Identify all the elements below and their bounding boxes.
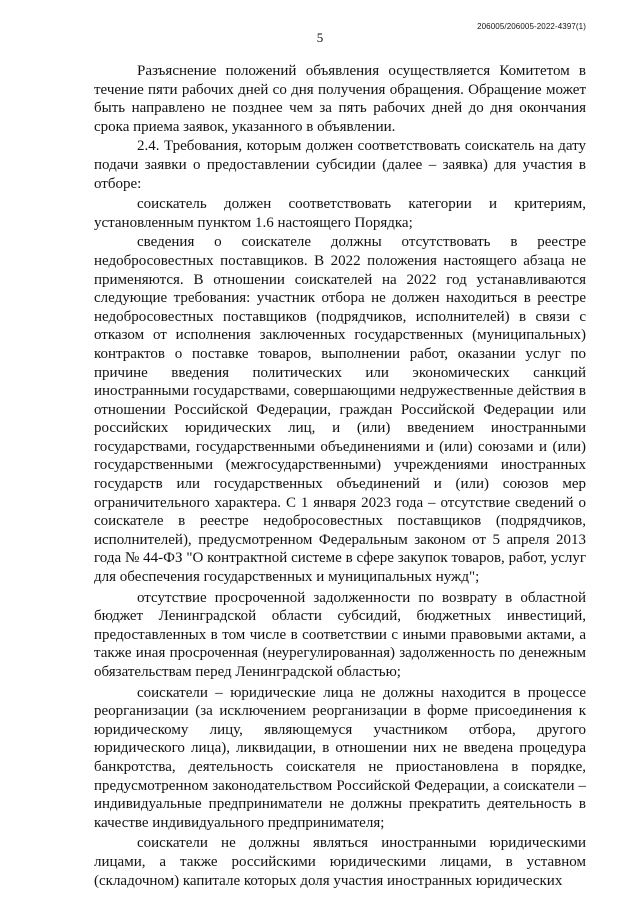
paragraph-unscrupulous-suppliers: сведения о соискателе должны отсутствовать в реестре недобросовестных поставщиков. В 2022 положения настоящего абзаца не применяются. В отношении соискателей на 2022 год устанавливаются следующие требования: участник отбора не должен находиться в реестре недобросовестных поставщиков (подрядчиков, исполнителей) в связи с отказом от исполнения заключенных государственных (муниципальных) контрактов о поставке товаров, выполнении работ, оказании услуг по причине введения политических или экономических санкций иностранными государствами, совершающими недружественные действия в отношении Российской Федерации, граждан Российской Федерации или российских юридических лиц, и (или) введением иностранными государствами, государственными объединениями и (или) союзами и (или) государственными (межгосударственными) учреждениями иностранных государств или государственных объединений и (или) союзов мер ограничительного характера. С 1 января 2023 года – отсутствие сведений о соискателе в реестре недобросовестных поставщиков (подрядчиков, исполнителей), предусмотренном Федеральным законом от 5 апреля 2013 года № 44-ФЗ "О контрактной системе в сфере закупок товаров, работ, услуг для обеспечения государственных и муниципальных нужд"; — [94, 234, 586, 586]
paragraph-reorganization: соискатели – юридические лица не должны находится в процессе реорганизации (за исключением реорганизации в форме присоединения к юридическому лицу, являющемуся участником отбора, другого юридического лица), ликвидации, в отношении них не введена процедура банкротства, деятельность соискателя не приостановлена в порядке, предусмотренном законодательством Российской Федерации, а соискатели – индивидуальные предприниматели не должны прекратить деятельность в качестве индивидуального предпринимателя; — [94, 684, 586, 831]
paragraph-clarification: Разъяснение положений объявления осуществляется Комитетом в течение пяти рабочих дней со дня получения обращения. Обращение может быть направлено не позднее чем за пять рабочих дней до дня окончания срока приема заявок, указанного в объявлении. — [94, 63, 586, 135]
paragraph-requirements-intro: 2.4. Требования, которым должен соответствовать соискатель на дату подачи заявки о предоставлении субсидии (далее – заявка) для участия в отборе: — [94, 138, 586, 192]
paragraph-overdue-debt: отсутствие просроченной задолженности по возврату в областной бюджет Ленинградской области субсидий, бюджетных инвестиций, предоставленных в том числе в соответствии с иными правовыми актами, а также иная просроченная (неурегулированная) задолженность по денежным обязательствам перед Ленинградской областью; — [94, 589, 586, 680]
paragraph-category-criteria: соискатель должен соответствовать категории и критериям, установленным пунктом 1.6 настоящего Порядка; — [94, 196, 586, 231]
paragraph-foreign-entities: соискатели не должны являться иностранными юридическими лицами, а также российскими юридическими лицами, в уставном (складочном) капитале которых доля участия иностранных юридических — [94, 835, 586, 889]
page-number: 5 — [316, 30, 324, 45]
document-body — [94, 62, 586, 891]
document-id: 206005/206005-2022-4397(1) — [477, 22, 586, 31]
